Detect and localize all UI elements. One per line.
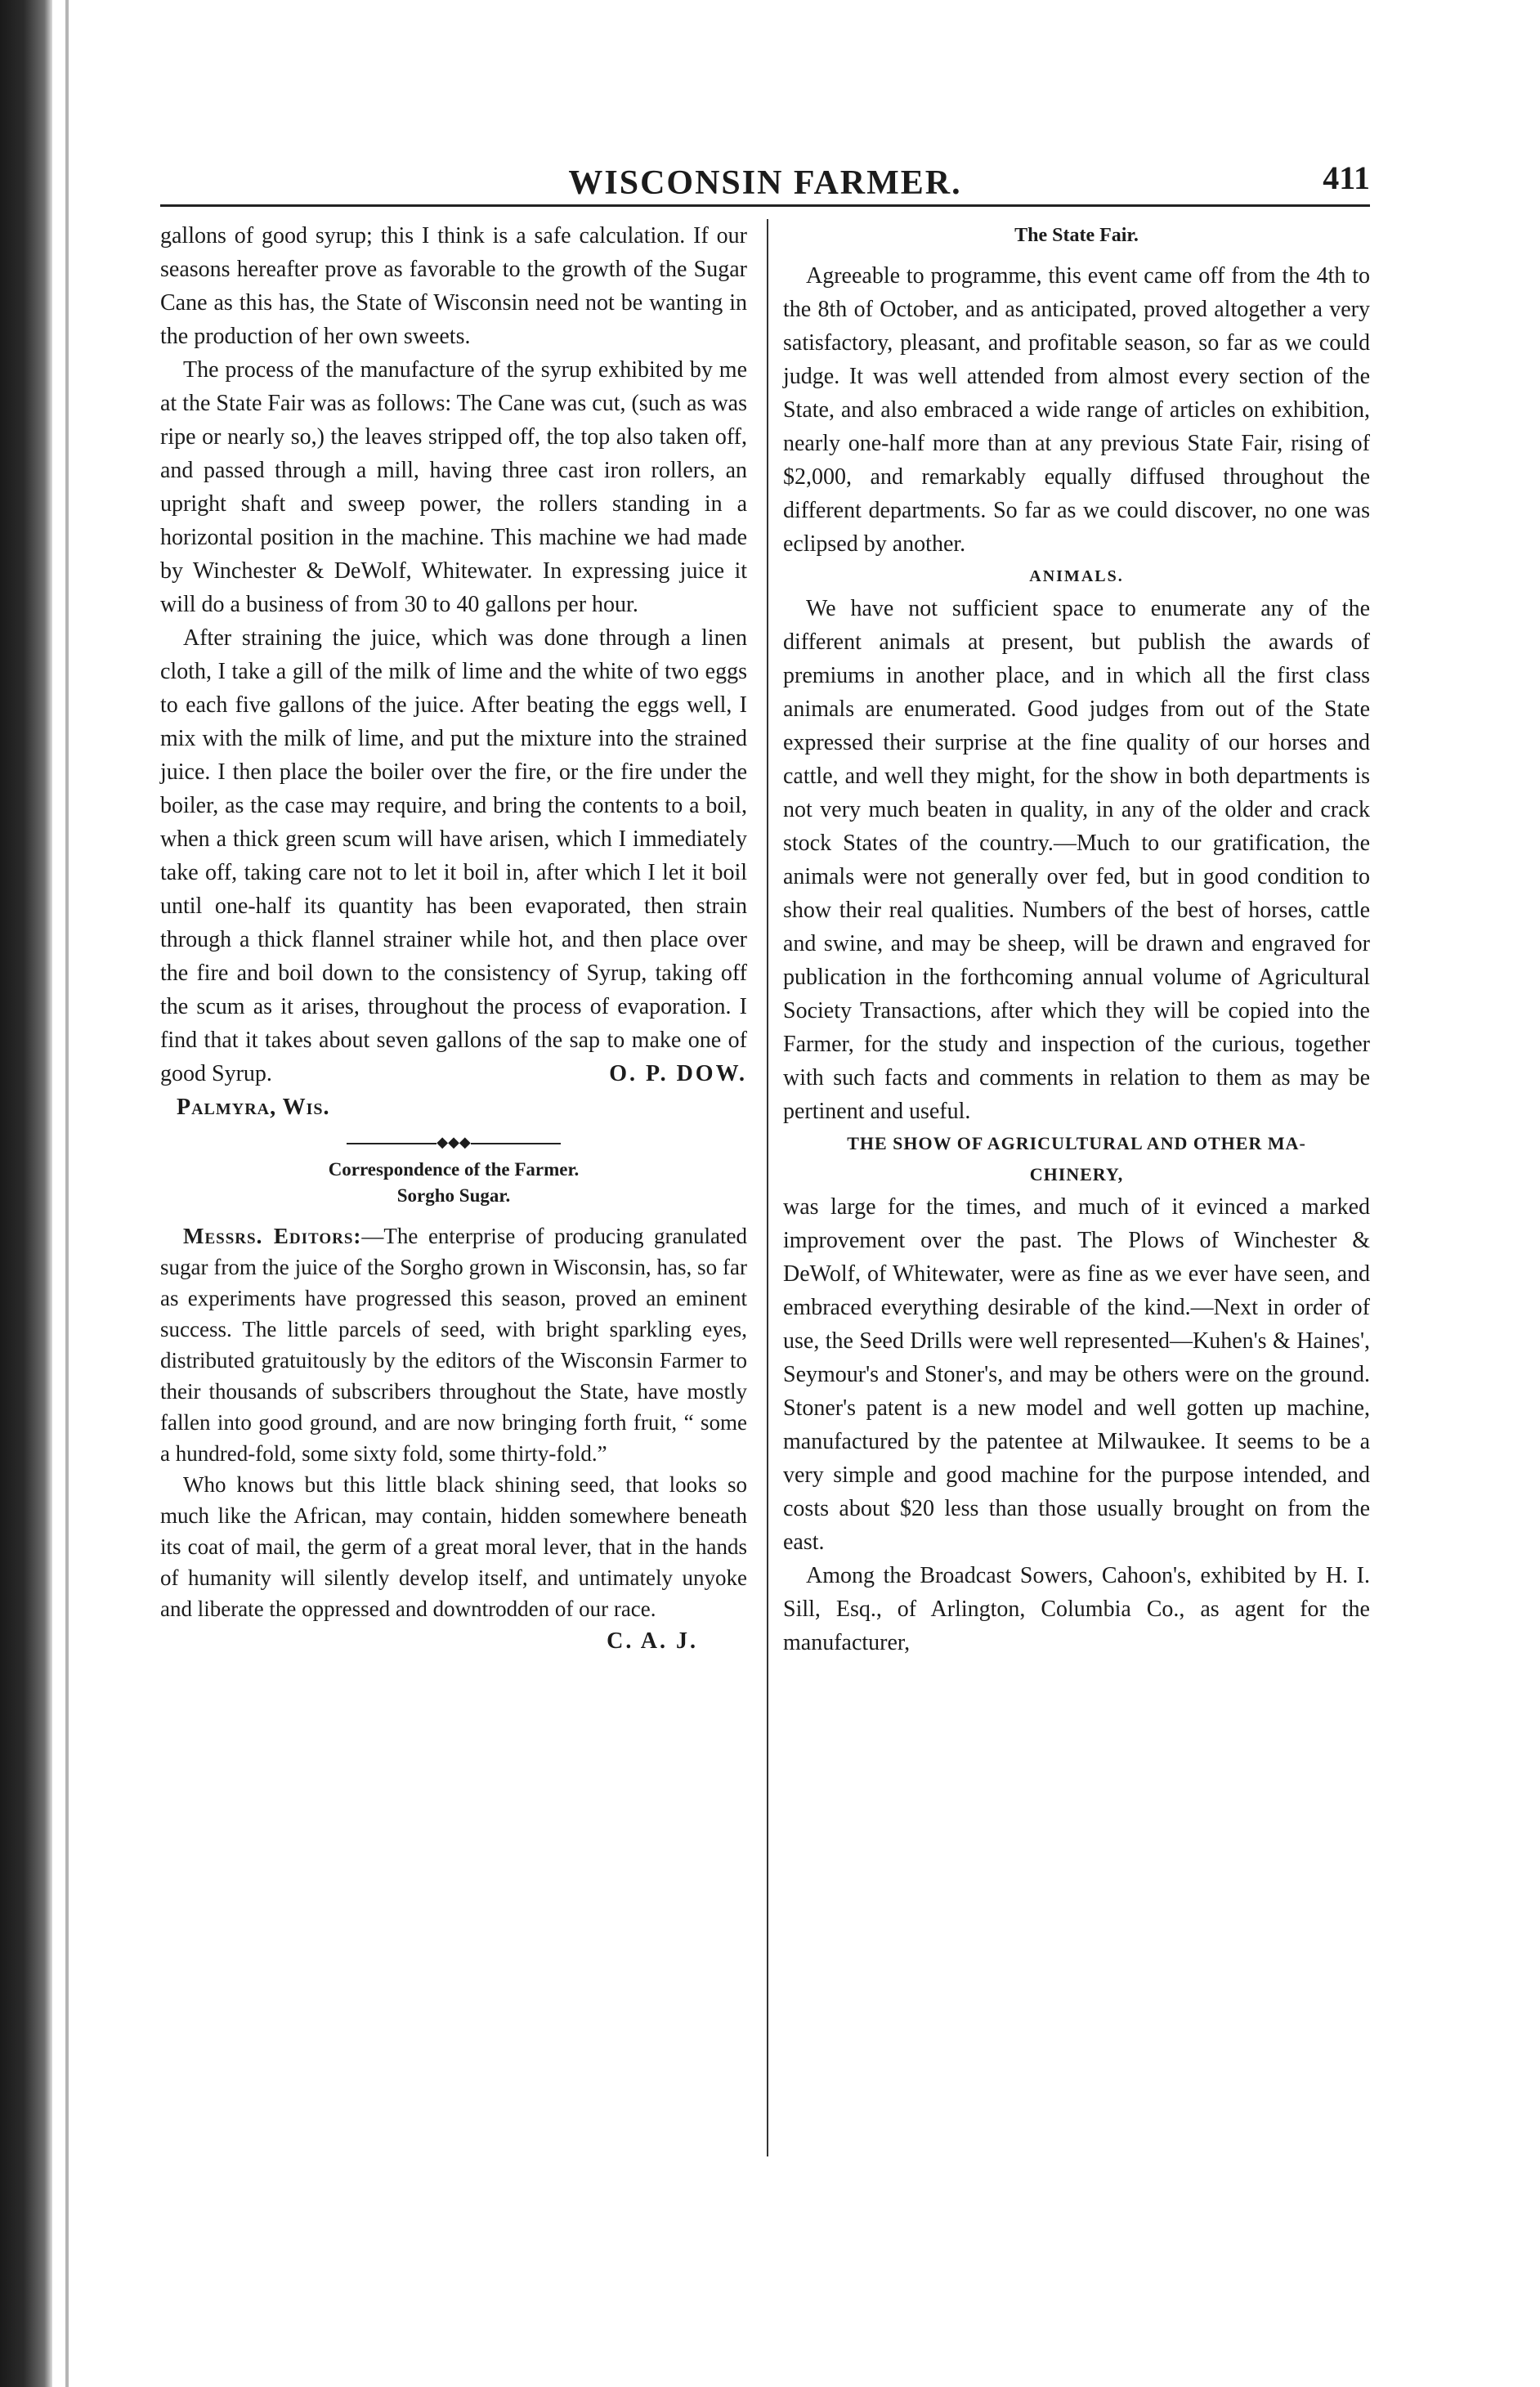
- paragraph: After straining the juice, which was done through a linen cloth, I take a gill of the milk of lime and the white of two eggs to each five gallons of the juice. After beating the eggs well, I mix with the milk of lime, and put the mixture into the strained juice. I then place the boiler over the fire, or the fire under the boiler, as the case may require, and bring the contents to a boil, when a thick green scum will have arisen, which I immediately take off, taking care not to let it boil in, after which I let it boil until one-half its quantity has been evaporated, then strain through a thick flannel strainer while hot, and then place over the fire and boil down to the consistency of Syrup, taking off the scum as it arises, throughout the process of evaporation. I find that it takes about seven gallons of the sap to make one of good Syrup.: [160, 625, 747, 1086]
- article-title: Sorgho Sugar.: [396, 1185, 511, 1206]
- dateline-place: Palmyra, Wis.: [177, 1095, 330, 1120]
- column-divider: [767, 219, 768, 2156]
- running-title: WISCONSIN FARMER.: [568, 164, 962, 202]
- left-column: [160, 219, 747, 1658]
- salutation: Messrs. Editors:: [183, 1224, 362, 1248]
- section-heading: ANIMALS.: [1029, 567, 1124, 585]
- section-heading-line: THE SHOW OF AGRICULTURAL AND OTHER MA-: [847, 1133, 1306, 1153]
- correspondence-heading: Correspondence of the Farmer.: [328, 1159, 580, 1180]
- header-rule: [160, 204, 1370, 207]
- ornament-divider: ◆◆◆: [160, 1132, 747, 1152]
- letter-text: —The enterprise of producing granulated sugar from the juice of the Sorgho grown in Wisconsin, has, so far as experiments have progressed this season, proved an eminent success. The little parcels of seed, with bright sparkling eyes, distributed gratuitously by the editors of the Wisconsin Farmer to their thousands of subscribers throughout the State, have mostly fallen into good ground, and are now bringing forth fruit, “ some a hundred-fold, some sixty fold, some thirty-fold.”: [160, 1224, 747, 1466]
- gutter-line: [65, 0, 69, 2387]
- paragraph: We have not sufficient space to enumerate any of the different animals at present, but publish the awards of premiums in another place, and in which all the first class animals are enumerated. Good judges from out of the State expressed their surprise at the fine quality of our horses and cattle, and well they might, for the show in both departments is not very much beaten in quality, in any of the older and crack stock States of the country.—Much to our gratification, the animals were not generally over fed, but in good condition to show their real qualities. Numbers of the best of horses, cattle and swine, and may be sheep, will be drawn and engraved for publication in the forthcoming annual volume of Agricultural Society Transactions, after which they will be copied into the Farmer, for the study and inspection of the curious, together with such facts and comments in relation to them as may be pertinent and useful.: [783, 596, 1370, 1124]
- section-heading-line: CHINERY,: [1029, 1164, 1124, 1185]
- letter-paragraph: [160, 1220, 747, 1469]
- page-number: 411: [1323, 159, 1370, 196]
- page-gutter-shadow: [0, 0, 52, 2387]
- signature: O. P. DOW.: [609, 1061, 747, 1086]
- page: [160, 0, 1370, 2387]
- right-column: [783, 219, 1370, 1659]
- signature: C. A. J.: [607, 1628, 698, 1654]
- section-heading: [783, 1128, 1370, 1190]
- paragraph: gallons of good syrup; this I think is a safe calculation. If our seasons hereafter prove as favorable to the growth of the Sugar Cane as this has, the State of Wisconsin need not be wanting in the production of her own sweets.: [160, 223, 747, 349]
- paragraph: Agreeable to programme, this event came off from the 4th to the 8th of October, and as anticipated, proved altogether a very satisfactory, pleasant, and profitable season, so far as we could judge. It was well attended from almost every section of the State, and also embraced a wide range of articles on exhibition, nearly one-half more than at any previous State Fair, rising of $2,000, and remarkably equally diffused throughout the different departments. So far as we could discover, no one was eclipsed by another.: [783, 263, 1370, 557]
- letter-paragraph: Who knows but this little black shining seed, that looks so much like the African, may contain, hidden somewhere beneath its coat of mail, the germ of a great moral lever, that in the hands of humanity will silently develop itself, and untimately unyoke and liberate the oppressed and downtrodden of our race.: [160, 1472, 747, 1621]
- paragraph: Among the Broadcast Sowers, Cahoon's, exhibited by H. I. Sill, Esq., of Arlington, Columbia Co., as agent for the manufacturer,: [783, 1563, 1370, 1655]
- article-title: The State Fair.: [1014, 225, 1139, 246]
- paragraph: was large for the times, and much of it evinced a marked improvement over the past. The Plows of Winchester & DeWolf, of Whitewater, were as fine as we ever have seen, and embraced everything desirable of the kind.—Next in order of use, the Seed Drills were well represented—Kuhen's & Haines', Seymour's and Stoner's, and may be others were on the ground. Stoner's patent is a new model and well gotten up machine, manufactured by the patentee at Milwaukee. It seems to be a very simple and good machine for the purpose intended, and costs about $20 less than those usually brought on from the east.: [783, 1194, 1370, 1555]
- paragraph: The process of the manufacture of the syrup exhibited by me at the State Fair was as follows: The Cane was cut, (such as was ripe or nearly so,) the leaves stripped off, the top also taken off, and passed through a mill, having three cast iron rollers, an upright shaft and sweep power, the rollers standing in a horizontal position in the machine. This machine we had made by Winchester & DeWolf, Whitewater. In expressing juice it will do a business of from 30 to 40 gallons per hour.: [160, 357, 747, 617]
